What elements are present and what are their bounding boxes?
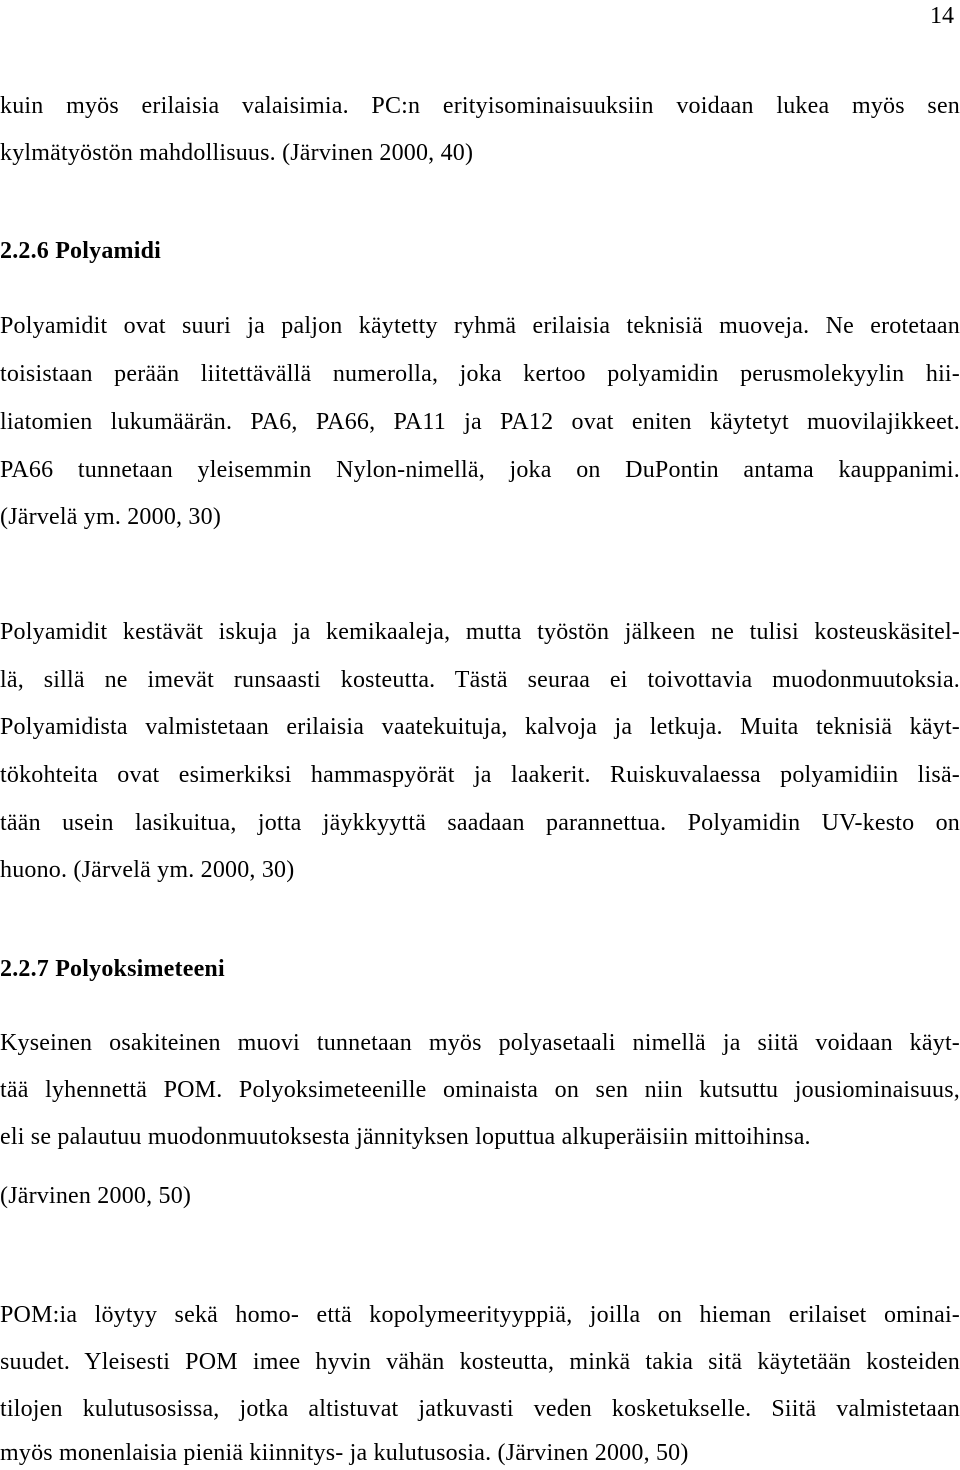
text-line: lä, sillä ne imevät runsaasti kosteutta. Tästä seuraa ei toivottavia muodonmuutoksia. bbox=[0, 667, 960, 693]
text-line: tään usein lasikuitua, jotta jäykkyyttä saadaan parannettua. Polyamidin UV-kesto on bbox=[0, 810, 960, 836]
text-line: kylmätyöstön mahdollisuus. (Järvinen 2000, 40) bbox=[0, 140, 474, 166]
page-number: 14 bbox=[930, 3, 954, 29]
text-line: huono. (Järvelä ym. 2000, 30) bbox=[0, 857, 295, 883]
text-line: (Järvelä ym. 2000, 30) bbox=[0, 504, 222, 530]
text-line: Kyseinen osakiteinen muovi tunnetaan myös polyasetaali nimellä ja siitä voidaan käyt- bbox=[0, 1030, 960, 1056]
section-heading: 2.2.7 Polyoksimeteeni bbox=[0, 956, 225, 982]
text-line: myös monenlaisia pieniä kiinnitys- ja kulutusosia. (Järvinen 2000, 50) bbox=[0, 1440, 689, 1466]
text-line: Polyamidista valmistetaan erilaisia vaatekuituja, kalvoja ja letkuja. Muita teknisiä käyt- bbox=[0, 714, 960, 740]
text-line: Polyamidit ovat suuri ja paljon käytetty ryhmä erilaisia teknisiä muoveja. Ne erotetaan bbox=[0, 313, 960, 339]
text-line: kuin myös erilaisia valaisimia. PC:n erityisominaisuuksiin voidaan lukea myös sen bbox=[0, 93, 960, 119]
text-line: (Järvinen 2000, 50) bbox=[0, 1183, 192, 1209]
text-line: tää lyhennettä POM. Polyoksimeteenille ominaista on sen niin kutsuttu jousiominaisuus, bbox=[0, 1077, 960, 1103]
text-line: tilojen kulutusosissa, jotka altistuvat jatkuvasti veden kosketukselle. Siitä valmistetaan bbox=[0, 1396, 960, 1422]
text-line: toisistaan perään liitettävällä numerolla, joka kertoo polyamidin perusmolekyylin hii- bbox=[0, 361, 960, 387]
text-line: suudet. Yleisesti POM imee hyvin vähän kosteutta, minkä takia sitä käytetään kosteiden bbox=[0, 1349, 960, 1375]
text-line: Polyamidit kestävät iskuja ja kemikaaleja, mutta työstön jälkeen ne tulisi kosteuskäsitel- bbox=[0, 619, 960, 645]
text-line: POM:ia löytyy sekä homo- että kopolymeerityyppiä, joilla on hieman erilaiset ominai- bbox=[0, 1302, 960, 1328]
text-line: eli se palautuu muodonmuutoksesta jännityksen loputtua alkuperäisiin mittoihinsa. bbox=[0, 1124, 811, 1150]
section-heading: 2.2.6 Polyamidi bbox=[0, 238, 162, 264]
text-line: tökohteita ovat esimerkiksi hammaspyörät ja laakerit. Ruiskuvalaessa polyamidiin lisä- bbox=[0, 762, 960, 788]
text-line: liatomien lukumäärän. PA6, PA66, PA11 ja PA12 ovat eniten käytetyt muovilajikkeet. bbox=[0, 409, 960, 435]
text-line: PA66 tunnetaan yleisemmin Nylon-nimellä, joka on DuPontin antama kauppanimi. bbox=[0, 457, 960, 483]
